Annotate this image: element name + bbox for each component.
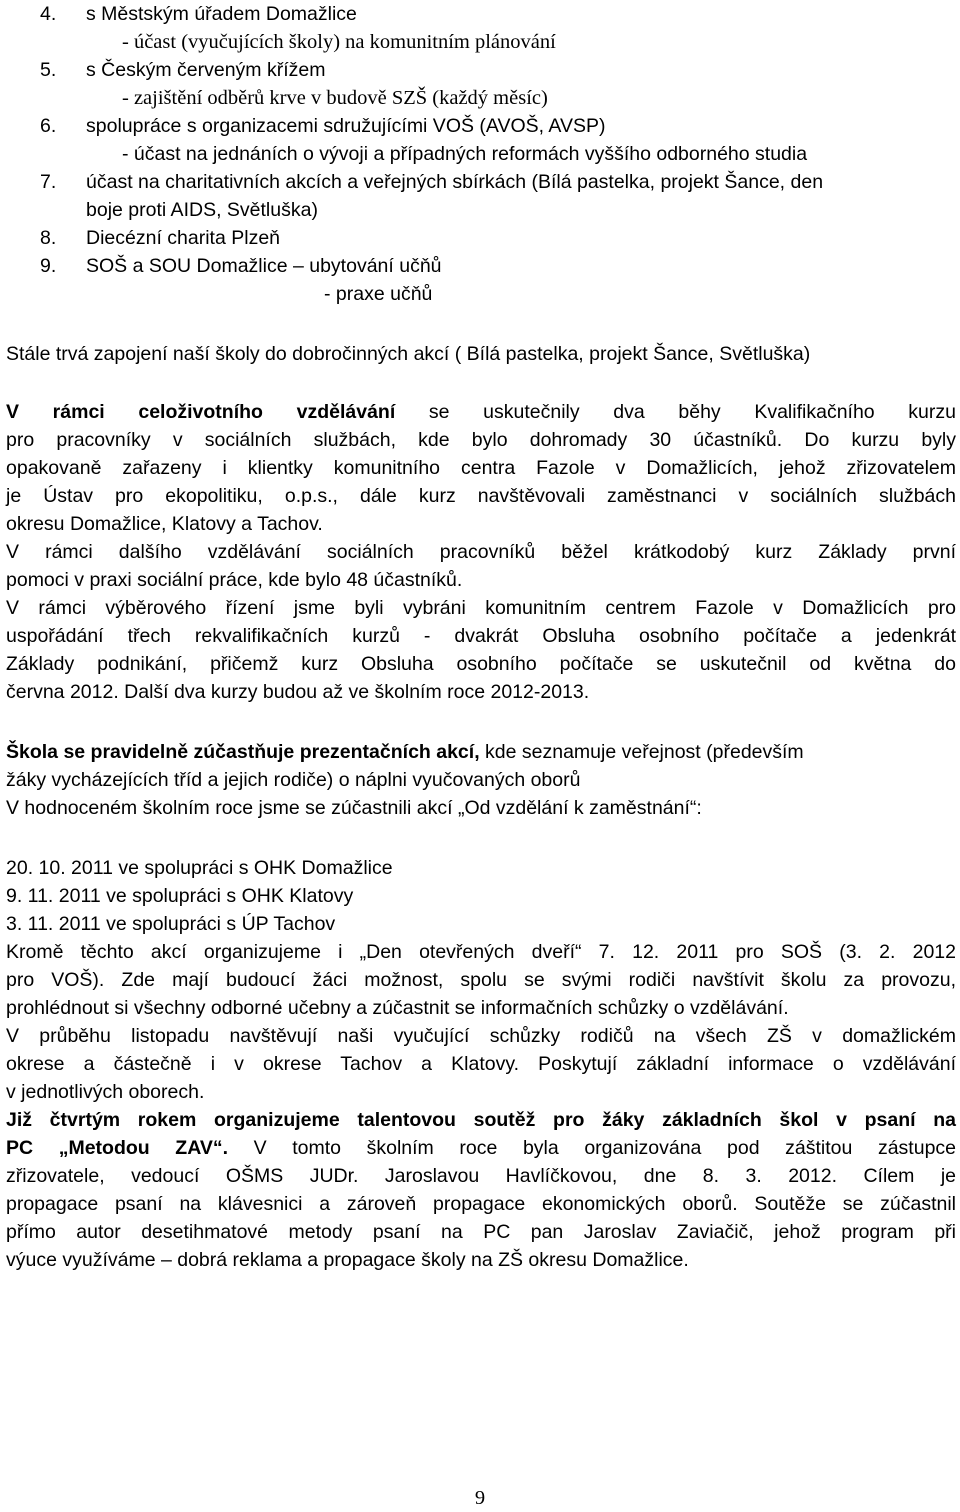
paragraph-line: propagace psaní na klávesnici a zároveň propagace ekonomických oborů. Soutěže se zúčastnil [6, 1193, 956, 1215]
paragraph-line: je Ústav pro ekopolitiku, o.p.s., dále kurz navštěvovali zaměstnanci v sociálních službách [6, 485, 956, 507]
event-item: 3. 11. 2011 ve spolupráci s ÚP Tachov [6, 913, 336, 935]
paragraph-line: přímo autor desetihmatové metody psaní na PC pan Jaroslav Zaviačič, jehož program při [6, 1221, 956, 1243]
paragraph-line: Kromě těchto akcí organizujeme i „Den otevřených dveří“ 7. 12. 2011 pro SOŠ (3. 2. 2012 [6, 941, 956, 963]
event-item: 20. 10. 2011 ve spolupráci s OHK Domažlice [6, 857, 393, 879]
event-item: 9. 11. 2011 ve spolupráci s OHK Klatovy [6, 885, 354, 907]
paragraph-line: V hodnoceném školním roce jsme se zúčastnili akcí „Od vzdělání k zaměstnání“: [6, 797, 702, 819]
paragraph-line: opakovaně zařazeny i klientky komunitního centra Fazole v Domažlicích, jehož zřizovatelem [6, 457, 956, 479]
paragraph-line: okresu Domažlice, Klatovy a Tachov. [6, 513, 323, 535]
page-number: 9 [474, 1487, 486, 1509]
paragraph-line: pomoci v praxi sociální práce, kde bylo 48 účastníků. [6, 569, 463, 591]
paragraph-line: PC „Metodou ZAV“. V tomto školním roce byla organizována pod záštitou zástupce [6, 1137, 957, 1159]
paragraph-line: žáky vycházejících tříd a jejich rodiče) o náplni vyučovaných oborů [6, 769, 581, 791]
paragraph-line: pro pracovníky v sociálních službách, kde bylo dohromady 30 účastníků. Do kurzu byly [6, 429, 957, 451]
paragraph-line: V průběhu listopadu navštěvují naši vyučující schůzky rodičů na všech ZŠ v domažlickém [6, 1025, 956, 1047]
paragraph-line: V rámci celoživotního vzdělávání se uskutečnily dva běhy Kvalifikačního kurzu [6, 401, 956, 423]
paragraph-line: pro VOŠ). Zde mají budoucí žáci možnost, spolu se svými rodiči navštívit školu za provozu, [6, 969, 956, 991]
paragraph-line: V rámci dalšího vzdělávání sociálních pracovníků běžel krátkodobý kurz Základy první [6, 541, 956, 563]
paragraph-line: uspořádání třech rekvalifikačních kurzů - dvakrát Obsluha osobního počítače a jedenkrát [6, 625, 956, 647]
paragraph-line: V rámci výběrového řízení jsme byli vybráni komunitním centrem Fazole v Domažlicích pro [6, 597, 956, 619]
paragraph-line: výuce využíváme – dobrá reklama a propagace školy na ZŠ okresu Domažlice. [6, 1249, 689, 1271]
paragraph-charity: Stále trvá zapojení naší školy do dobročinných akcí ( Bílá pastelka, projekt Šance, Světluška) [6, 343, 811, 365]
paragraph-line: Škola se pravidelně zúčastňuje prezentačních akcí, kde seznamuje veřejnost (především [6, 741, 804, 763]
paragraph-line: Již čtvrtým rokem organizujeme talentovou soutěž pro žáky základních škol v psaní na [6, 1109, 956, 1131]
document-page: 4. s Městským úřadem Domažlice - účast (vyučujících školy) na komunitním plánování 5. s Českým červeným křížem - zajištění odběrů krve v budově SZŠ (každý měsíc) 6. spolupráce s organizacemi sdružujícími VOŠ (AVOŠ, AVSP) - účast na jednáních o vývoji a případných reformách vyššího odborného studia 7. účast na charitativních akcích a veřejných sbírkách (Bílá pastelka, projekt Šance, den boje proti AIDS, Světluška) 8. Diecézní charita Plzeň 9. SOŠ a SOU Domažlice – ubytování učňů - praxe učňů Stále trvá zapojení naší školy do dobročinných akcí ( Bílá pastelka, projekt Šance, Světluška) V rámci celoživotního vzdělávání se uskutečnily dva běhy Kvalifikačního kurzu pro pracovníky v sociálních službách, kde bylo dohromady 30 účastníků. Do kurzu byly opakovaně zařazeny i klientky komunitního centra Fazole v Domažlicích, jehož zřizovatelem je Ústav pro ekopolitiku, o.p.s., dále kurz navštěvovali zaměstnanci v sociálních službách okresu Domažlice, Klatovy a Tachov. V rámci dalšího vzdělávání sociálních pracovníků běžel krátkodobý kurz Základy první pomoci v praxi sociální práce, kde bylo 48 účastníků. V rámci výběrového řízení jsme byli vybráni komunitním centrem Fazole v Domažlicích pro uspořádání třech rekvalifikačních kurzů - dvakrát Obsluha osobního počítače a jedenkrát Základy podnikání, přičemž kurz Obsluha osobního počítače se uskutečnil od května do června 2012. Další dva kurzy budou až ve školním roce 2012-2013. Škola se pravidelně zúčastňuje prezentačních akcí, kde seznamuje veřejnost (především žáky vycházejících tříd a jejich rodiče) o náplni vyučovaných oborů V hodnoceném školním roce jsme se zúčastnili akcí „Od vzdělání k zaměstnání“: 20. 10. 2011 ve spolupráci s OHK Domažlice 9. 11. 2011 ve spolupráci s OHK Klatovy 3. 11. 2011 ve spolupráci s ÚP Tachov Kromě těchto akcí organizujeme i „Den otevřených dveří“ 7. 12. 2011 pro SOŠ (3. 2. 2012 pro VOŠ). Zde mají budoucí žáci možnost, spolu se svými rodiči navštívit školu za provozu, prohlédnout si všechny odborné učebny a zúčastnit se informačních schůzky o vzdělávání. V průběhu listopadu navštěvují naši vyučující schůzky rodičů na všech ZŠ v domažlickém okrese a částečně i v okrese Tachov a Klatovy. Poskytují základní informace o vzdělávání v jednotlivých oborech. Již čtvrtým rokem organizujeme talentovou soutěž pro žáky základních škol v psaní na PC „Metodou ZAV“. V tomto školním roce byla organizována pod záštitou zástupce zřizovatele, vedoucí OŠMS JUDr. Jaroslavou Havlíčkovou, dne 8. 3. 2012. Cílem je propagace psaní na klávesnici a zároveň propagace ekonomických oborů. Soutěže se zúčastnil přímo autor desetihmatové metody psaní na PC pan Jaroslav Zaviačič, jehož program při výuce využíváme – dobrá reklama a propagace školy na ZŠ okresu Domažlice. 9 [0, 0, 960, 1509]
paragraph-line: prohlédnout si všechny odborné učebny a zúčastnit se informačních schůzky o vzdělávání. [6, 997, 789, 1019]
paragraph-line: června 2012. Další dva kurzy budou až ve školním roce 2012-2013. [6, 681, 590, 703]
paragraph-line: okrese a částečně i v okrese Tachov a Klatovy. Poskytují základní informace o vzdělávání [6, 1053, 956, 1075]
paragraph-line: v jednotlivých oborech. [6, 1081, 205, 1103]
paragraph-line: zřizovatele, vedoucí OŠMS JUDr. Jaroslavou Havlíčkovou, dne 8. 3. 2012. Cílem je [6, 1165, 956, 1187]
paragraph-line: Základy podnikání, přičemž kurz Obsluha osobního počítače se uskutečnil od května do [6, 653, 956, 675]
